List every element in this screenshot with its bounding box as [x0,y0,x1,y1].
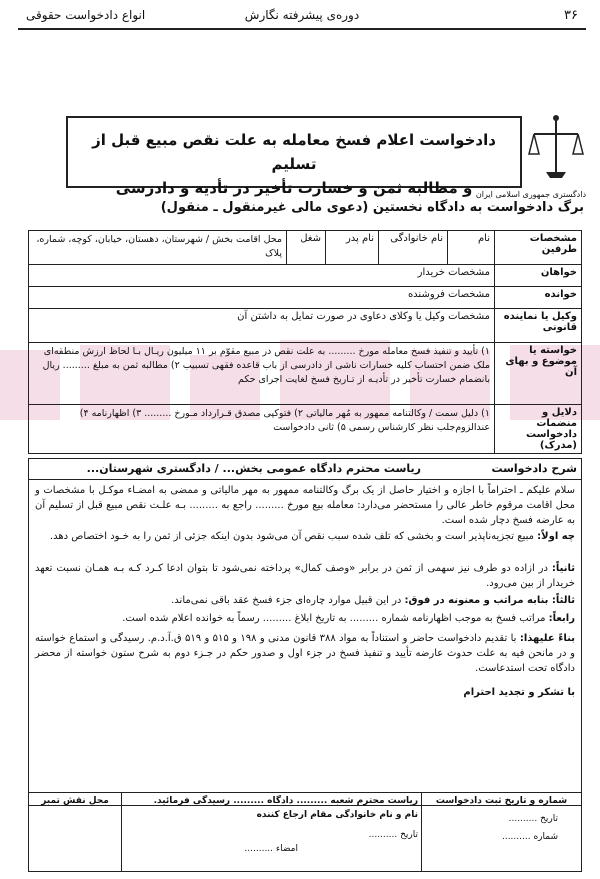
stamp-cell [29,793,121,871]
col-address: محل اقامت بخش / شهرستان، دهستان، خیابان، کوچه، شماره، پلاک [29,231,287,265]
ref-sign: امضاء .......... [244,844,298,854]
p3-lead: ثانیاً: [551,563,575,574]
page-number: ۳۶ [564,8,578,23]
chapter-title: انواع دادخواست حقوقی [26,8,146,22]
iran-emblem-icon [528,112,584,184]
form-title: برگ دادخواست به دادگاه نخستین (دعوی مالی غیرمنقول ـ منقول) [160,200,584,215]
plaintiff-value: مشخصات خریدار [29,265,495,287]
p4-text: در این قبیل موارد چاره‌ای جزء فسخ عقد باقی نمی‌ماند. [171,595,405,606]
reg-number: شماره .......... [501,832,558,842]
stamp-label: محل نقش تمبر [41,796,109,806]
lawyer-label: وکیل یا نماینده قانونی [495,309,582,343]
p6-text: با تقدیم دادخواست حاضر و استناداً به مواد ۳۸۸ قانون مدنی و ۱۹۸ و ۵۱۵ و ۵۱۹ ق.آ.د.م. رسیدگی و استماع خواسته و در مانحن فیه به علت حدوث عارضه تأیید و تنفیذ فسخ در جزء اول و صدور حکم در جـزء دوم به شرح ستون خواسته از محضر دادگاه تحت استدعاست. [35,633,575,674]
title-line-1: دادخواست اعلام فسخ معامله به علت نقص مبیع قبل از تسلیم [92,131,496,173]
col-name: نام [448,231,495,265]
petition-p1: سلام علیکم ـ احتراماً با اجازه و اختیار حاصل از یک برگ وکالتنامه ممهور به مهر مالیاتی و ممضی به امضـاء موکـل با مشخصات و محل اقامت مرقوم خاطر عالی را مستحضر می‌دارد: معامله بیع مورخ ......... راجع به ......... بـه علـت نقص مبیع قبل از تسلیم آن به عارضه فسخ دچار شده است. [35,485,575,526]
petition-p3 [35,561,575,591]
evidence-value: ۱) دلیل سمت / وکالتنامه ممهور به مُهر مالیاتی ۲) فتوکپی مصدق قـرارداد مـورخ ......... ۳) اظهارنامه ۴) عندالزوم‌جلب نظر کارشناس رسمی ۵) ثانی دادخواست [29,405,495,454]
petition-body [28,458,582,806]
petition-p6 [35,631,575,676]
p5-lead: رابعاً: [548,613,575,624]
p5-text: مراتب فسخ به موجب اظهارنامه شماره ......... به تاریخ ابلاغ ......... رسماً به خوانده اعلام شده است. [122,613,549,624]
emblem-caption: دادگستری جمهوری اسلامی ایران [475,190,586,199]
registration-cell [421,793,581,871]
document-title [66,116,522,197]
defendant-label: خوانده [495,287,582,309]
plaintiff-label: خواهان [495,265,582,287]
col-family: نام خانوادگی [379,231,448,265]
petition-addressee: ریاست محترم دادگاه عمومی بخش... / دادگستری شهرستان... [86,462,421,475]
title-line-2: و مطالبه ثمن و خسارت تأخیر در تأدیه و دادرسی [115,179,473,197]
defendant-value: مشخصات فروشنده [29,287,495,309]
petition-p2 [35,529,575,544]
petition-p5 [35,611,575,626]
footer-box [28,792,582,872]
petition-section-label: شرح دادخواست [491,462,577,475]
referral-cell [121,793,421,871]
petition-header [29,459,581,480]
ref-line-1: ریاست محترم شعبه ......... دادگاه ......... رسیدگی فرمائید. [153,796,418,806]
col-father: نام پدر [326,231,379,265]
book-title: دوره‌ی پیشرفته نگارش [244,8,360,22]
claim-value: ۱) تأیید و تنفیذ فسخ معامله مورخ ......... به علت نقص در مبیع مقوّم بر ۱۱ میلیون ریـال بـا لحاظ ارزش منطقه‌ای ملک ضمن احتساب کلیه خسارات ناشی از دادرسی از باب قاعده فقهی تسبیب ۲) مطالبه ثمن به مبلغ ......... ریال بانضمام خسارت تأخیر در تأدیـه از تـاریخ فسخ لغایت اجرای حکم [29,343,495,405]
p4-lead: ثالثاً: بنابه مراتب و معنونه در فوق: [404,595,575,606]
evidence-label: دلایل و منضمات دادخواست (مدرک) [495,405,582,454]
ref-line-2: نام و نام خانوادگی مقام ارجاع کننده [256,810,418,820]
claim-label: خواسته یا موضوع و بهای آن [495,343,582,405]
lawyer-value: مشخصات وکیل یا وکلای دعاوی در صورت تمایل به داشتن آن [29,309,495,343]
header-rule [18,28,586,30]
ref-date: تاریخ .......... [368,830,418,840]
p2-text: مبیع تجزیه‌ناپذیر است و بخشی که تلف شده سبب نقص آن می‌شود بدون اینکه جزئی از ثمن را به خـود اختصاص دهد. [49,531,538,542]
parties-label: مشخصات طرفین [495,231,582,265]
p6-lead: بناءً علیهذا: [519,633,576,644]
reg-date: تاریخ .......... [508,814,558,824]
petition-closing: با تشکر و تجدید احترام [463,687,575,698]
petition-p4 [35,593,575,608]
col-job: شغل [287,231,326,265]
page-header [18,4,586,26]
p3-text: در ازاده دو طرف نیز سهمی از ثمن در برابر «وصف کمال» پرداخته نمی‌شود تا بتوان ادعا کـرد کـه بـه همـان نسبت تعهد خریدار از بین می‌رود. [35,563,575,589]
reg-label: شماره و تاریخ ثبت دادخواست [435,796,568,806]
p2-lead: چه اولاً: [537,531,575,542]
parties-table [28,230,582,454]
